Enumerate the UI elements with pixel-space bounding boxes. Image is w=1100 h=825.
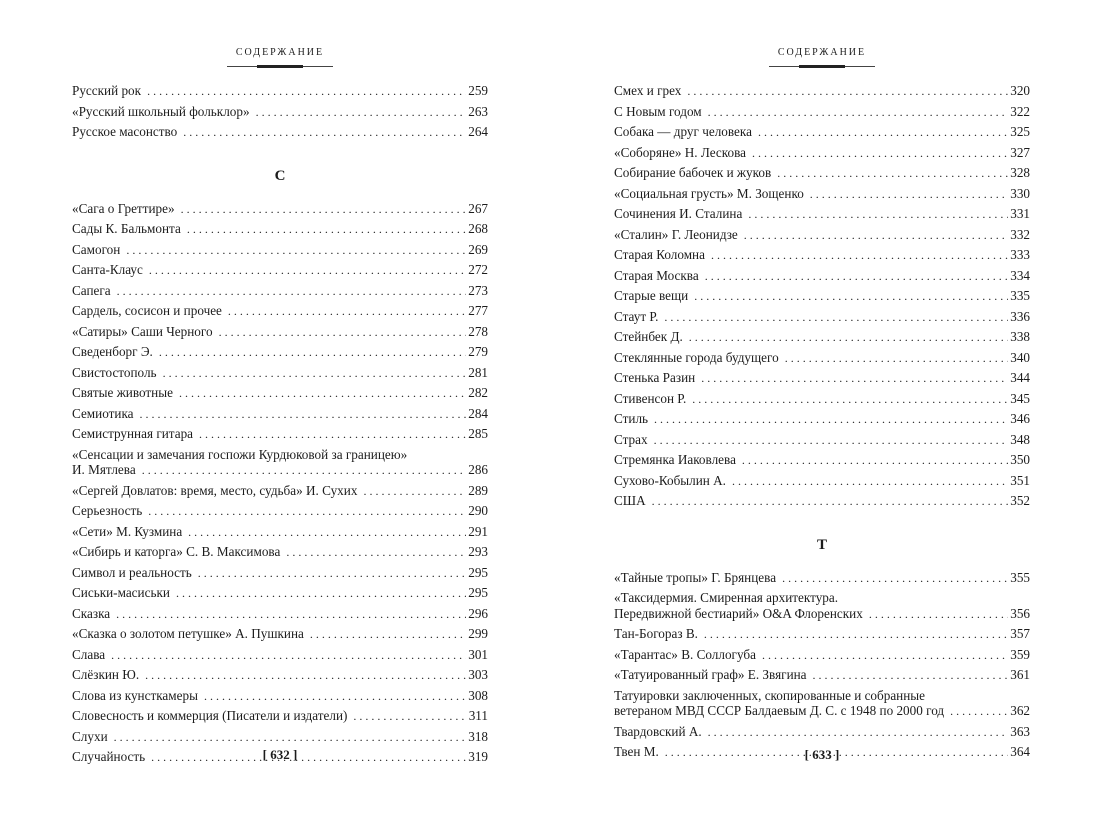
- toc-entry: [614, 450, 1030, 471]
- left-page: [72, 0, 488, 825]
- entry-page-number: 267: [468, 200, 488, 216]
- toc-entry: [72, 342, 488, 363]
- entry-page-number: 328: [1010, 165, 1030, 180]
- toc-left: [72, 81, 488, 768]
- toc-entry: [614, 471, 1030, 492]
- entry-title-continuation: [614, 606, 1030, 623]
- entry-title: Сказка: [72, 605, 111, 621]
- leader-dots: [219, 323, 467, 343]
- toc-block: [72, 81, 488, 143]
- toc-entry: [72, 624, 488, 645]
- entry-title: Стивенсон Р.: [614, 390, 687, 406]
- entry-page-number: 355: [1010, 569, 1030, 585]
- entry-title: Свистостополь: [72, 364, 157, 380]
- entry-page-number: 356: [1010, 605, 1030, 621]
- leader-dots: [286, 543, 466, 563]
- toc-entry: [72, 240, 488, 261]
- entry-page-number: 272: [468, 262, 488, 277]
- toc-entry: [614, 327, 1030, 348]
- leader-dots: [114, 728, 467, 748]
- leader-dots: [310, 625, 466, 645]
- entry-page-number: 264: [468, 124, 488, 139]
- leader-dots: [752, 144, 1008, 164]
- running-head: СОДЕРЖАНИЕ: [235, 47, 325, 58]
- toc-entry: [614, 286, 1030, 307]
- toc-block: [614, 81, 1030, 512]
- entry-title: Твардовский А.: [614, 723, 702, 739]
- entry-page-number: 344: [1010, 370, 1030, 385]
- entry-page-number: 268: [468, 221, 488, 236]
- leader-dots: [777, 164, 1008, 184]
- leader-dots: [149, 261, 466, 281]
- running-head: СОДЕРЖАНИЕ: [777, 47, 867, 58]
- entry-title: «Соборяне» Н. Лескова: [614, 144, 746, 160]
- entry-title-continuation: [72, 462, 488, 479]
- leader-dots: [701, 369, 1008, 389]
- leader-dots: [694, 287, 1008, 307]
- leader-dots: [762, 646, 1008, 666]
- entry-title: Передвижной бестиарий» O&A Флоренских: [614, 605, 863, 621]
- entry-title: «Тайные тропы» Г. Брянцева: [614, 569, 777, 585]
- entry-page-number: 322: [1010, 103, 1030, 119]
- toc-entry: [72, 424, 488, 445]
- entry-page-number: 278: [468, 323, 488, 339]
- leader-dots: [758, 123, 1008, 143]
- entry-title-line: «Сенсации и замечания госпожи Курдюковой за границею»: [72, 446, 408, 462]
- entry-page-number: 285: [468, 426, 488, 441]
- toc-entry: [72, 563, 488, 584]
- toc-entry: [614, 122, 1030, 143]
- leader-dots: [782, 569, 1008, 589]
- entry-title-continuation: [614, 703, 1030, 720]
- toc-entry: [72, 281, 488, 302]
- entry-page-number: 273: [468, 282, 488, 298]
- entry-page-number: 345: [1010, 390, 1030, 406]
- entry-title: «Русский школьный фольклор»: [72, 103, 250, 119]
- entry-title-line: Татуировки заключенных, скопированные и собранные: [614, 687, 926, 703]
- entry-page-number: 332: [1010, 226, 1030, 242]
- entry-title: Русский рок: [72, 83, 142, 98]
- entry-title: «Сибирь и каторга» С. В. Максимова: [72, 544, 281, 559]
- entry-page-number: 296: [468, 605, 488, 621]
- entry-page-number: 340: [1010, 349, 1030, 365]
- entry-title: Тан-Богораз В.: [614, 626, 698, 641]
- entry-title: Сапега: [72, 282, 111, 298]
- leader-dots: [689, 328, 1008, 348]
- entry-title-line: «Таксидермия. Смиренная архитектура.: [614, 590, 839, 605]
- entry-title: «Сага о Греттире»: [72, 200, 175, 216]
- leader-dots: [785, 349, 1009, 369]
- entry-title: Смех и грех: [614, 83, 682, 98]
- entry-page-number: 363: [1010, 723, 1030, 739]
- toc-entry: [614, 102, 1030, 123]
- leader-dots: [116, 605, 466, 625]
- toc-entry: [614, 348, 1030, 369]
- leader-dots: [744, 226, 1008, 246]
- head-rule: [769, 66, 875, 67]
- toc-entry: [72, 199, 488, 220]
- entry-title: «Сталин» Г. Леонидзе: [614, 226, 738, 242]
- entry-title: Символ и реальность: [72, 564, 192, 580]
- entry-title: США: [614, 493, 646, 508]
- entry-page-number: 350: [1010, 452, 1030, 467]
- toc-entry: [72, 322, 488, 343]
- toc-entry: [614, 81, 1030, 102]
- entry-page-number: 279: [468, 344, 488, 359]
- entry-page-number: 320: [1010, 83, 1030, 98]
- toc-entry: [72, 645, 488, 666]
- leader-dots: [732, 472, 1008, 492]
- leader-dots: [813, 666, 1009, 686]
- entry-title: Сиськи-масиськи: [72, 585, 170, 600]
- toc-block: [72, 199, 488, 768]
- entry-title: И. Мятлева: [72, 462, 136, 477]
- toc-entry: [72, 583, 488, 604]
- toc-entry: [614, 568, 1030, 589]
- entry-title: «Сказка о золотом петушке» А. Пушкина: [72, 626, 304, 641]
- entry-page-number: 301: [468, 646, 488, 662]
- toc-entry: [614, 389, 1030, 410]
- leader-dots: [198, 564, 466, 584]
- entry-title: Старая Коломна: [614, 247, 705, 262]
- entry-page-number: 346: [1010, 411, 1030, 426]
- entry-page-number: 364: [1010, 744, 1030, 759]
- entry-title: Стеклянные города будущего: [614, 349, 779, 365]
- entry-page-number: 289: [468, 482, 488, 498]
- entry-title: Стиль: [614, 411, 649, 426]
- leader-dots: [664, 308, 1008, 328]
- leader-dots: [199, 425, 466, 445]
- entry-title: Стремянка Иаковлева: [614, 452, 736, 467]
- entry-page-number: 330: [1010, 185, 1030, 201]
- leader-dots: [111, 646, 466, 666]
- leader-dots: [142, 463, 467, 479]
- entry-title: ветераном МВД СССР Балдаевым Д. С. с 1948 по 2000 год: [614, 703, 945, 718]
- leader-dots: [711, 246, 1008, 266]
- toc-entry: [72, 219, 488, 240]
- toc-entry: [72, 404, 488, 425]
- toc-entry: [614, 307, 1030, 328]
- leader-dots: [147, 82, 466, 102]
- leader-dots: [256, 103, 467, 123]
- entry-title: Твен М.: [614, 744, 659, 759]
- entry-page-number: 290: [468, 503, 488, 518]
- toc-right: [614, 81, 1030, 763]
- toc-entry: [614, 409, 1030, 430]
- entry-title: «Социальная грусть» М. Зощенко: [614, 185, 804, 201]
- entry-title: Слёзкин Ю.: [72, 667, 140, 682]
- entry-title: Случайность: [72, 749, 146, 764]
- entry-page-number: 352: [1010, 493, 1030, 508]
- toc-entry: [614, 688, 1030, 720]
- entry-title: Собака — друг человека: [614, 124, 752, 139]
- toc-entry: [72, 447, 488, 479]
- leader-dots: [363, 482, 466, 502]
- entry-page-number: 335: [1010, 288, 1030, 303]
- leader-dots: [708, 103, 1009, 123]
- toc-entry: [72, 81, 488, 102]
- entry-title: Сухово-Кобылин А.: [614, 472, 726, 488]
- entry-title: Собирание бабочек и жуков: [614, 165, 772, 180]
- entry-page-number: 293: [468, 544, 488, 559]
- toc-entry: [72, 706, 488, 727]
- leader-dots: [181, 200, 467, 220]
- toc-entry: [72, 383, 488, 404]
- leader-dots: [742, 451, 1008, 471]
- entry-page-number: 351: [1010, 472, 1030, 488]
- leader-dots: [187, 220, 466, 240]
- toc-entry: [614, 245, 1030, 266]
- entry-page-number: 303: [468, 667, 488, 682]
- leader-dots: [652, 492, 1009, 512]
- leader-dots: [748, 205, 1008, 225]
- toc-entry: [72, 501, 488, 522]
- entry-page-number: 362: [1010, 703, 1030, 718]
- entry-title: Семиструнная гитара: [72, 426, 194, 441]
- section-letter: Т: [816, 536, 827, 553]
- entry-title: Стенька Разин: [614, 370, 696, 385]
- toc-entry: [72, 686, 488, 707]
- entry-page-number: 281: [468, 364, 488, 380]
- entry-page-number: 259: [468, 83, 488, 98]
- leader-dots: [687, 82, 1008, 102]
- entry-page-number: 263: [468, 103, 488, 119]
- entry-page-number: 284: [468, 405, 488, 421]
- toc-entry: [72, 542, 488, 563]
- entry-page-number: 359: [1010, 646, 1030, 662]
- toc-entry: [614, 722, 1030, 743]
- leader-dots: [353, 707, 466, 727]
- entry-page-number: 286: [468, 462, 488, 477]
- leader-dots: [179, 384, 466, 404]
- toc-entry: [72, 301, 488, 322]
- entry-title: Серьезность: [72, 503, 143, 518]
- leader-dots: [159, 343, 466, 363]
- entry-page-number: 348: [1010, 431, 1030, 447]
- entry-page-number: 338: [1010, 329, 1030, 344]
- toc-entry: [614, 204, 1030, 225]
- head-rule: [227, 66, 333, 67]
- entry-title: «Сети» М. Кузмина: [72, 523, 183, 539]
- leader-dots: [176, 584, 466, 604]
- toc-entry: [614, 430, 1030, 451]
- leader-dots: [654, 431, 1009, 451]
- toc-entry: [614, 368, 1030, 389]
- toc-entry: [614, 624, 1030, 645]
- entry-page-number: 319: [468, 749, 488, 764]
- entry-title: Старая Москва: [614, 267, 699, 283]
- toc-entry: [614, 491, 1030, 512]
- toc-entry: [72, 122, 488, 143]
- toc-entry: [614, 184, 1030, 205]
- leader-dots: [692, 390, 1008, 410]
- entry-page-number: 299: [468, 626, 488, 641]
- leader-dots: [950, 704, 1008, 720]
- toc-entry: [72, 102, 488, 123]
- entry-title: Слова из кунсткамеры: [72, 687, 198, 703]
- entry-title: Стаут Р.: [614, 308, 659, 324]
- entry-title: Старые вещи: [614, 288, 689, 303]
- entry-title: Самогон: [72, 241, 121, 257]
- entry-page-number: 311: [468, 708, 488, 723]
- entry-title: «Тарантас» В. Соллогуба: [614, 646, 756, 662]
- entry-page-number: 291: [468, 523, 488, 539]
- entry-title: «Сатиры» Саши Черного: [72, 323, 213, 339]
- entry-title: Сардель, сосисон и прочее: [72, 303, 222, 318]
- entry-page-number: 361: [1010, 667, 1030, 682]
- leader-dots: [148, 502, 466, 522]
- toc-entry: [614, 645, 1030, 666]
- entry-title: Словесность и коммерция (Писатели и издатели): [72, 708, 348, 723]
- leader-dots: [810, 185, 1008, 205]
- entry-title: Слухи: [72, 728, 108, 744]
- entry-title: С Новым годом: [614, 103, 702, 119]
- entry-page-number: 333: [1010, 247, 1030, 262]
- entry-title: Сведенборг Э.: [72, 344, 153, 359]
- leader-dots: [228, 302, 466, 322]
- entry-page-number: 295: [468, 564, 488, 580]
- leader-dots: [183, 123, 466, 143]
- leader-dots: [654, 410, 1008, 430]
- leader-dots: [705, 267, 1009, 287]
- leader-dots: [204, 687, 466, 707]
- leader-dots: [869, 607, 1008, 623]
- toc-entry: [72, 363, 488, 384]
- entry-page-number: 357: [1010, 626, 1030, 641]
- right-page: [614, 0, 1030, 825]
- section-letter: С: [274, 167, 286, 184]
- entry-title: Семиотика: [72, 405, 134, 421]
- toc-entry: [72, 522, 488, 543]
- entry-page-number: 334: [1010, 267, 1030, 283]
- entry-title: «Сергей Довлатов: время, место, судьба» И. Сухих: [72, 482, 358, 498]
- toc-entry: [72, 665, 488, 686]
- entry-page-number: 325: [1010, 124, 1030, 139]
- leader-dots: [188, 523, 466, 543]
- entry-title: Сады К. Бальмонта: [72, 221, 181, 236]
- entry-page-number: 331: [1010, 206, 1030, 221]
- entry-page-number: 318: [468, 728, 488, 744]
- entry-title: Санта-Клаус: [72, 262, 143, 277]
- entry-title: Слава: [72, 646, 106, 662]
- entry-page-number: 269: [468, 241, 488, 257]
- entry-page-number: 336: [1010, 308, 1030, 324]
- leader-dots: [163, 364, 467, 384]
- entry-title: Страх: [614, 431, 648, 447]
- toc-entry: [614, 266, 1030, 287]
- leader-dots: [145, 666, 466, 686]
- toc-entry: [614, 665, 1030, 686]
- leader-dots: [704, 625, 1008, 645]
- entry-page-number: 277: [468, 303, 488, 318]
- leader-dots: [708, 723, 1009, 743]
- entry-title: Святые животные: [72, 385, 173, 400]
- entry-page-number: 282: [468, 385, 488, 400]
- toc-entry: [72, 260, 488, 281]
- page-number: [ 632 ]: [262, 747, 298, 762]
- toc-entry: [72, 604, 488, 625]
- entry-title: Сочинения И. Сталина: [614, 206, 743, 221]
- toc-entry: [614, 225, 1030, 246]
- toc-entry: [72, 481, 488, 502]
- toc-entry: [614, 590, 1030, 622]
- toc-entry: [614, 163, 1030, 184]
- toc-entry: [72, 727, 488, 748]
- leader-dots: [140, 405, 467, 425]
- leader-dots: [117, 282, 467, 302]
- page-number: [ 633 ]: [804, 747, 840, 762]
- entry-title: «Татуированный граф» Е. Звягина: [614, 667, 807, 682]
- entry-page-number: 327: [1010, 144, 1030, 160]
- entry-title: Русское масонство: [72, 124, 178, 139]
- entry-page-number: 295: [468, 585, 488, 600]
- leader-dots: [126, 241, 466, 261]
- entry-title: Стейнбек Д.: [614, 329, 683, 344]
- toc-block: [614, 568, 1030, 763]
- entry-page-number: 308: [468, 687, 488, 703]
- toc-entry: [614, 143, 1030, 164]
